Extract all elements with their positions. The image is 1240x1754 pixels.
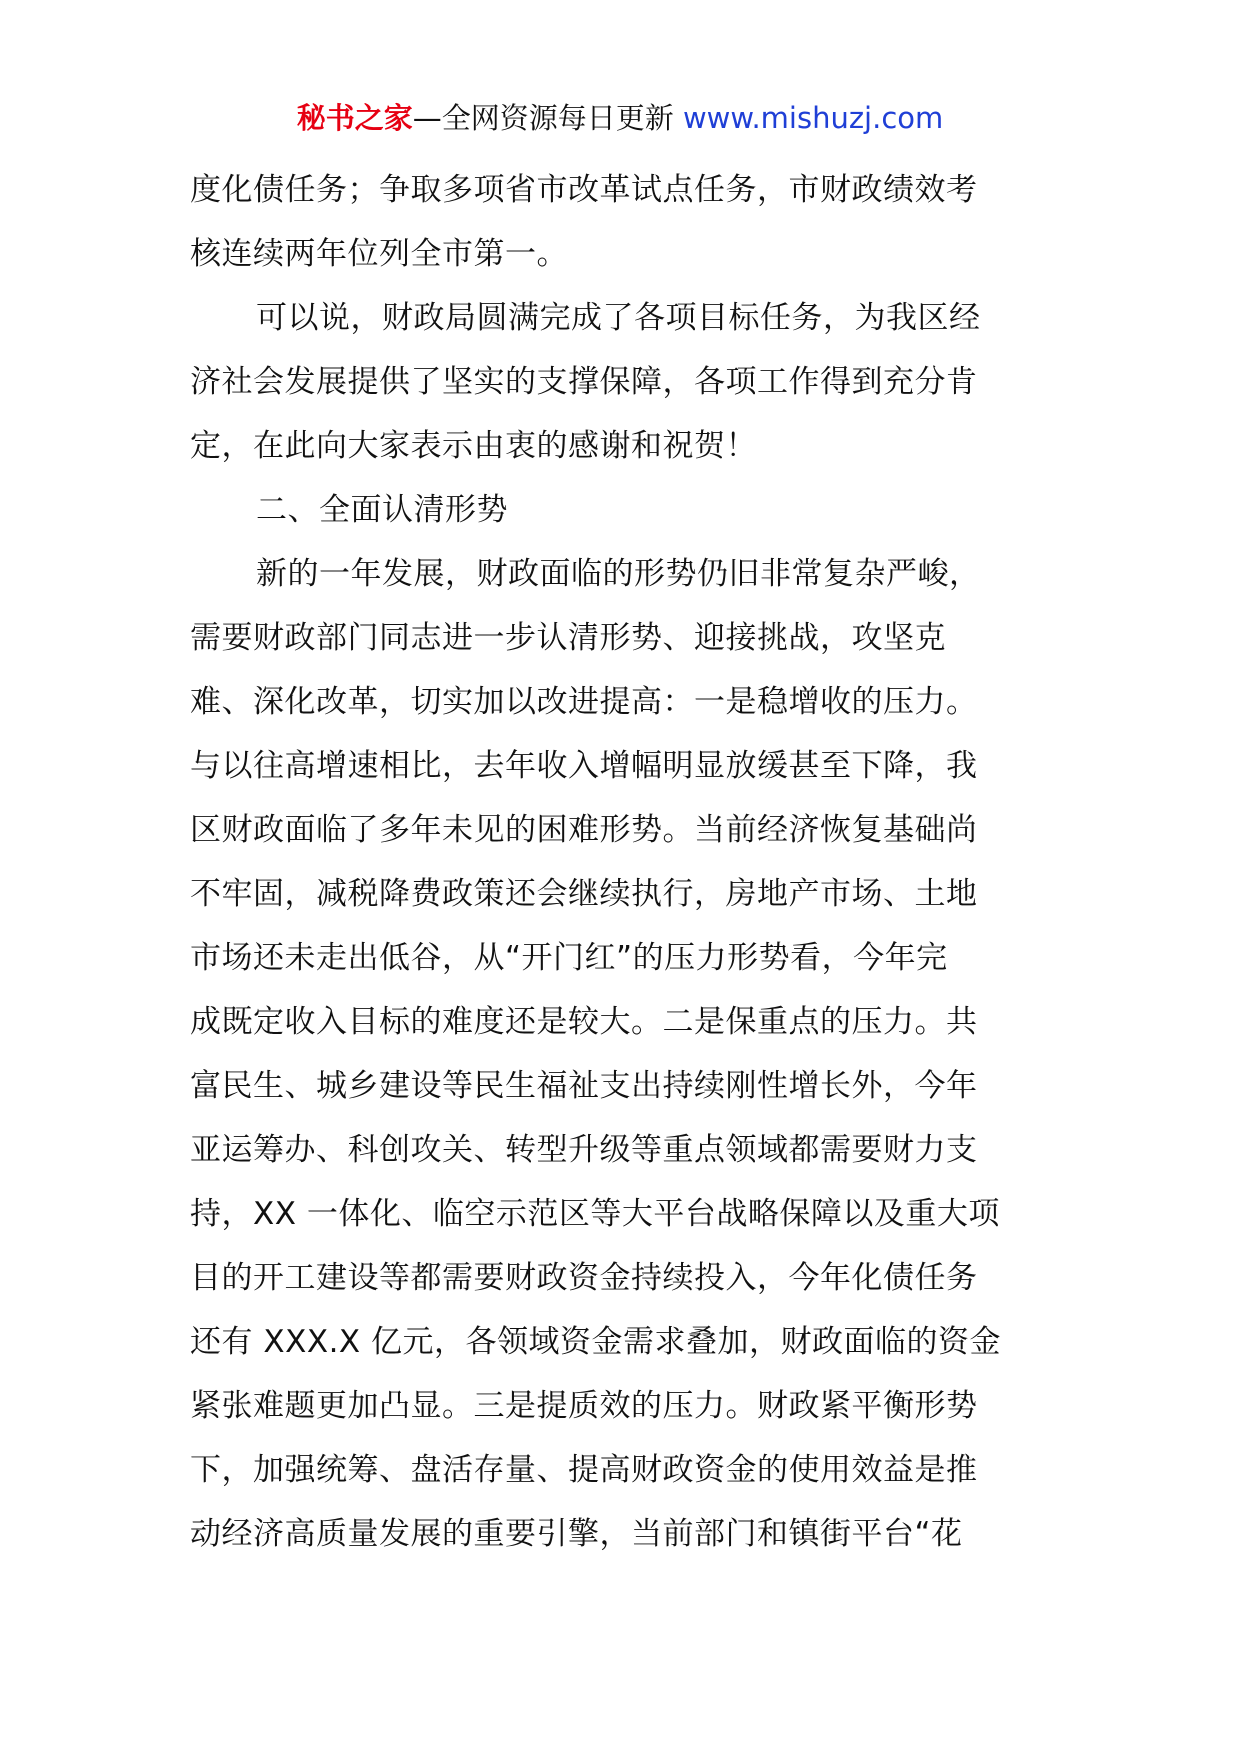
body-line: 度化债任务；争取多项省市改革试点任务，市财政绩效考	[190, 172, 978, 208]
body-line: 富民生、城乡建设等民生福祉支出持续刚性增长外，今年	[190, 1068, 978, 1104]
body-line: 动经济高质量发展的重要引擎，当前部门和镇街平台“花	[190, 1516, 963, 1552]
brand-name: 秘书之家	[296, 101, 413, 135]
body-line: 与以往高增速相比，去年收入增幅明显放缓甚至下降，我	[190, 748, 978, 784]
header-tagline: —全网资源每日更新	[412, 101, 683, 135]
body-line: 需要财政部门同志进一步认清形势、迎接挑战，攻坚克	[190, 620, 946, 656]
body-line: 市场还未走出低谷，从“开门红”的压力形势看，今年完	[190, 940, 948, 976]
body-line: 核连续两年位列全市第一。	[190, 236, 568, 272]
body-line: 不牢固，减税降费政策还会继续执行，房地产市场、土地	[190, 876, 978, 912]
document-body	[190, 158, 1056, 1566]
body-line: 亚运筹办、科创攻关、转型升级等重点领域都需要财力支	[190, 1132, 978, 1168]
body-line: 持，XX 一体化、临空示范区等大平台战略保障以及重大项	[190, 1196, 1000, 1232]
body-line: 定，在此向大家表示由衷的感谢和祝贺！	[190, 428, 757, 464]
body-line: 难、深化改革，切实加以改进提高：一是稳增收的压力。	[190, 684, 978, 720]
body-line: 紧张难题更加凸显。三是提质效的压力。财政紧平衡形势	[190, 1388, 978, 1424]
body-line: 可以说，财政局圆满完成了各项目标任务，为我区经	[256, 300, 981, 336]
site-url-link[interactable]: www.mishuzj.com	[682, 101, 944, 135]
body-line: 济社会发展提供了坚实的支撑保障，各项工作得到充分肯	[190, 364, 978, 400]
page-header	[0, 98, 1240, 138]
body-line: 区财政面临了多年未见的困难形势。当前经济恢复基础尚	[190, 812, 978, 848]
body-line: 还有 XXX.X 亿元，各领域资金需求叠加，财政面临的资金	[190, 1324, 1002, 1360]
body-line: 新的一年发展，财政面临的形势仍旧非常复杂严峻，	[256, 556, 981, 592]
body-line: 成既定收入目标的难度还是较大。二是保重点的压力。共	[190, 1004, 978, 1040]
body-line: 下，加强统筹、盘活存量、提高财政资金的使用效益是推	[190, 1452, 978, 1488]
body-line: 二、全面认清形势	[256, 492, 508, 528]
body-line: 目的开工建设等都需要财政资金持续投入，今年化债任务	[190, 1260, 978, 1296]
